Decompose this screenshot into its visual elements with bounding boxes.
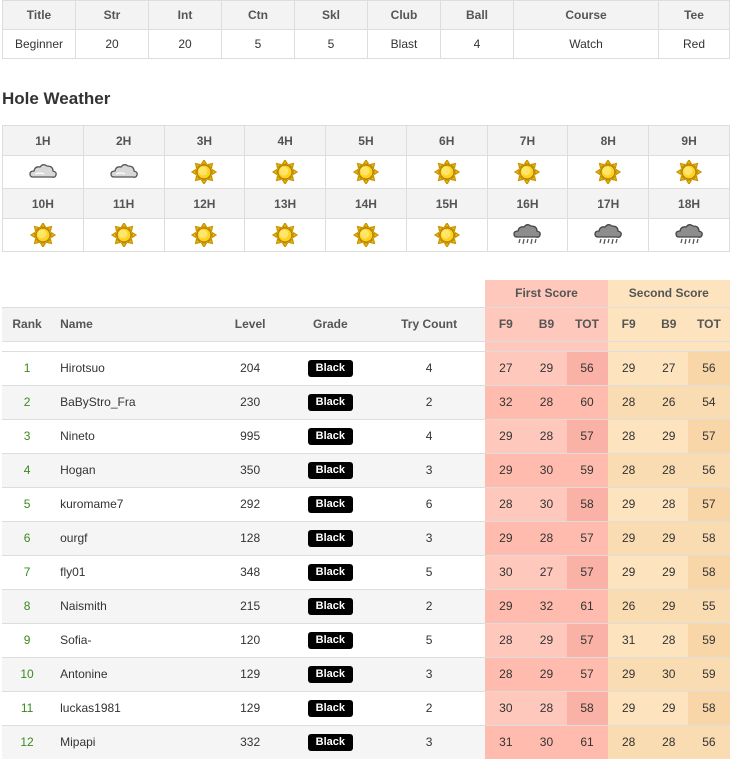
hole-weather-title: Hole Weather: [2, 89, 111, 108]
second-score-b9: 28: [650, 487, 688, 521]
sun-icon: [512, 160, 542, 184]
grade-badge: Black: [308, 428, 353, 445]
hole-weather-table: [2, 125, 730, 252]
level-cell: 348: [213, 555, 288, 589]
second-score-f9: 28: [608, 725, 650, 759]
ranking-row: [2, 623, 730, 657]
first-score-b9: 29: [526, 351, 566, 385]
stats-str-value: 20: [76, 30, 149, 59]
grade-cell: [288, 521, 373, 555]
weather-hole-label: 17H: [568, 189, 649, 219]
second-score-f9: 28: [608, 419, 650, 453]
second-f9-header: F9: [608, 307, 650, 341]
ranking-row: [2, 419, 730, 453]
second-score-tot: 59: [688, 623, 730, 657]
first-score-tot: 61: [567, 725, 608, 759]
first-score-f9: 28: [485, 623, 526, 657]
weather-cell: [568, 219, 649, 252]
second-score-b9: 29: [650, 555, 688, 589]
sun-icon: [270, 160, 300, 184]
weather-hole-label: 8H: [568, 126, 649, 156]
level-cell: 129: [213, 691, 288, 725]
second-score-tot: 58: [688, 555, 730, 589]
weather-cell: [406, 156, 487, 189]
grade-cell: [288, 419, 373, 453]
second-score-b9: 28: [650, 725, 688, 759]
level-cell: 230: [213, 385, 288, 419]
second-score-b9: 27: [650, 351, 688, 385]
weather-hole-label: 16H: [487, 189, 568, 219]
ranking-row: [2, 521, 730, 555]
stats-tee-value: Red: [659, 30, 730, 59]
player-name[interactable]: Hirotsuo: [52, 351, 212, 385]
sun-icon: [674, 160, 704, 184]
sun-icon: [270, 223, 300, 247]
second-score-tot: 54: [688, 385, 730, 419]
grade-badge: Black: [308, 530, 353, 547]
rank-cell: 7: [2, 555, 52, 589]
ranking-row: [2, 589, 730, 623]
rank-column-header: Rank: [2, 307, 52, 341]
first-score-f9: 29: [485, 589, 526, 623]
second-score-f9: 26: [608, 589, 650, 623]
grade-cell: [288, 453, 373, 487]
player-name[interactable]: Sofia-: [52, 623, 212, 657]
weather-cell: [487, 219, 568, 252]
weather-hole-label: 10H: [3, 189, 84, 219]
first-score-b9: 32: [526, 589, 566, 623]
second-score-tot: 56: [688, 351, 730, 385]
player-name[interactable]: Nineto: [52, 419, 212, 453]
try-count-cell: 3: [373, 657, 485, 691]
stats-skl-value: 5: [295, 30, 368, 59]
first-score-b9: 28: [526, 521, 566, 555]
grade-cell: [288, 385, 373, 419]
stats-ball-value: 4: [441, 30, 514, 59]
second-score-b9: 29: [650, 691, 688, 725]
stats-int-value: 20: [149, 30, 222, 59]
grade-badge: Black: [308, 734, 353, 751]
try-count-cell: 2: [373, 385, 485, 419]
weather-hole-label: 14H: [326, 189, 407, 219]
ranking-row: [2, 487, 730, 521]
first-score-b9: 29: [526, 623, 566, 657]
grade-badge: Black: [308, 462, 353, 479]
stats-header-skl: Skl: [295, 1, 368, 30]
grade-cell: [288, 725, 373, 759]
weather-icon-row: [3, 156, 730, 189]
grade-cell: [288, 589, 373, 623]
first-b9-header: B9: [526, 307, 566, 341]
sun-icon: [28, 223, 58, 247]
player-stats-table: [2, 0, 730, 59]
player-name[interactable]: Naismith: [52, 589, 212, 623]
stats-header-tee: Tee: [659, 1, 730, 30]
try-count-cell: 2: [373, 691, 485, 725]
weather-hole-label: 6H: [406, 126, 487, 156]
first-f9-header: F9: [485, 307, 526, 341]
second-score-b9: 29: [650, 419, 688, 453]
first-score-f9: 32: [485, 385, 526, 419]
try-count-column-header: Try Count: [373, 307, 485, 341]
weather-cell: [326, 219, 407, 252]
weather-hole-label: 3H: [164, 126, 245, 156]
weather-hole-label: 1H: [3, 126, 84, 156]
name-column-header: Name: [52, 307, 212, 341]
sun-icon: [593, 160, 623, 184]
try-count-cell: 5: [373, 555, 485, 589]
second-score-f9: 29: [608, 351, 650, 385]
ranking-row: [2, 385, 730, 419]
stats-header-str: Str: [76, 1, 149, 30]
try-count-cell: 3: [373, 521, 485, 555]
second-score-b9: 26: [650, 385, 688, 419]
stats-course-value: Watch: [514, 30, 659, 59]
first-score-f9: 30: [485, 691, 526, 725]
weather-cell: [649, 156, 730, 189]
stats-header-title: Title: [3, 1, 76, 30]
weather-hole-row: [3, 126, 730, 156]
weather-cell: [164, 156, 245, 189]
try-count-cell: 3: [373, 453, 485, 487]
player-name[interactable]: Mipapi: [52, 725, 212, 759]
first-tot-header: TOT: [567, 307, 608, 341]
rain-icon: [593, 223, 623, 247]
first-score-f9: 30: [485, 555, 526, 589]
level-cell: 128: [213, 521, 288, 555]
grade-badge: Black: [308, 496, 353, 513]
ranking-row: [2, 691, 730, 725]
player-name[interactable]: BaByStro_Fra: [52, 385, 212, 419]
weather-cell: [3, 219, 84, 252]
weather-hole-label: 2H: [83, 126, 164, 156]
cloud-icon: [109, 160, 139, 184]
rank-cell: 4: [2, 453, 52, 487]
second-score-tot: 55: [688, 589, 730, 623]
level-cell: 120: [213, 623, 288, 657]
stats-header-club: Club: [368, 1, 441, 30]
weather-hole-row: [3, 189, 730, 219]
grade-cell: [288, 351, 373, 385]
try-count-cell: 3: [373, 725, 485, 759]
rank-cell: 9: [2, 623, 52, 657]
rain-icon: [674, 223, 704, 247]
first-score-tot: 58: [567, 691, 608, 725]
level-cell: 215: [213, 589, 288, 623]
grade-badge: Black: [308, 360, 353, 377]
stats-header-course: Course: [514, 1, 659, 30]
first-score-f9: 28: [485, 487, 526, 521]
second-score-tot: 59: [688, 657, 730, 691]
player-name[interactable]: Antonine: [52, 657, 212, 691]
first-score-tot: 58: [567, 487, 608, 521]
level-cell: 204: [213, 351, 288, 385]
stats-header-ball: Ball: [441, 1, 514, 30]
try-count-cell: 5: [373, 623, 485, 657]
first-score-tot: 56: [567, 351, 608, 385]
second-tot-header: TOT: [688, 307, 730, 341]
weather-cell: [83, 156, 164, 189]
weather-cell: [487, 156, 568, 189]
level-cell: 995: [213, 419, 288, 453]
rain-icon: [512, 223, 542, 247]
second-score-f9: 28: [608, 385, 650, 419]
second-score-f9: 28: [608, 453, 650, 487]
level-cell: 129: [213, 657, 288, 691]
weather-hole-label: 5H: [326, 126, 407, 156]
weather-cell: [3, 156, 84, 189]
second-score-tot: 57: [688, 487, 730, 521]
sun-icon: [189, 223, 219, 247]
grade-badge: Black: [308, 564, 353, 581]
rank-cell: 10: [2, 657, 52, 691]
second-score-f9: 29: [608, 521, 650, 555]
first-score-tot: 57: [567, 419, 608, 453]
grade-cell: [288, 487, 373, 521]
sun-icon: [351, 223, 381, 247]
stats-value-row: [3, 30, 730, 59]
weather-cell: [326, 156, 407, 189]
rank-cell: 12: [2, 725, 52, 759]
weather-hole-label: 4H: [245, 126, 326, 156]
first-score-b9: 29: [526, 657, 566, 691]
grade-column-header: Grade: [288, 307, 373, 341]
first-score-f9: 29: [485, 453, 526, 487]
first-score-f9: 29: [485, 521, 526, 555]
sun-icon: [432, 160, 462, 184]
sun-icon: [189, 160, 219, 184]
ranking-header-row: [2, 307, 730, 341]
try-count-cell: 4: [373, 351, 485, 385]
level-cell: 332: [213, 725, 288, 759]
first-score-b9: 27: [526, 555, 566, 589]
first-score-b9: 30: [526, 453, 566, 487]
grade-badge: Black: [308, 598, 353, 615]
second-score-tot: 57: [688, 419, 730, 453]
player-name[interactable]: kuromame7: [52, 487, 212, 521]
ranking-row: [2, 725, 730, 759]
first-score-tot: 60: [567, 385, 608, 419]
ranking-body: [2, 351, 730, 759]
level-cell: 350: [213, 453, 288, 487]
rank-cell: 11: [2, 691, 52, 725]
ranking-row: [2, 657, 730, 691]
first-score-f9: 28: [485, 657, 526, 691]
player-name[interactable]: luckas1981: [52, 691, 212, 725]
first-score-f9: 31: [485, 725, 526, 759]
grade-cell: [288, 657, 373, 691]
ranking-row: [2, 555, 730, 589]
sun-icon: [432, 223, 462, 247]
grade-badge: Black: [308, 700, 353, 717]
stats-club-value: Blast: [368, 30, 441, 59]
rank-cell: 6: [2, 521, 52, 555]
rank-cell: 2: [2, 385, 52, 419]
first-score-f9: 29: [485, 419, 526, 453]
player-name[interactable]: fly01: [52, 555, 212, 589]
second-score-f9: 29: [608, 487, 650, 521]
weather-cell: [406, 219, 487, 252]
score-group-row: [2, 280, 730, 307]
weather-hole-label: 13H: [245, 189, 326, 219]
second-score-b9: 28: [650, 453, 688, 487]
first-score-tot: 57: [567, 657, 608, 691]
stats-header-int: Int: [149, 1, 222, 30]
try-count-cell: 2: [373, 589, 485, 623]
weather-icon-row: [3, 219, 730, 252]
rank-cell: 3: [2, 419, 52, 453]
ranking-row: [2, 453, 730, 487]
second-score-tot: 58: [688, 521, 730, 555]
grade-cell: [288, 623, 373, 657]
first-score-b9: 28: [526, 419, 566, 453]
weather-cell: [649, 219, 730, 252]
stats-title-value: Beginner: [3, 30, 76, 59]
stats-header-row: [3, 1, 730, 30]
weather-hole-label: 7H: [487, 126, 568, 156]
second-score-f9: 31: [608, 623, 650, 657]
weather-hole-label: 15H: [406, 189, 487, 219]
grade-cell: [288, 555, 373, 589]
second-score-tot: 56: [688, 453, 730, 487]
grade-badge: Black: [308, 666, 353, 683]
grade-cell: [288, 691, 373, 725]
first-score-tot: 61: [567, 589, 608, 623]
first-score-b9: 28: [526, 691, 566, 725]
stats-ctn-value: 5: [222, 30, 295, 59]
first-score-b9: 28: [526, 385, 566, 419]
level-column-header: Level: [213, 307, 288, 341]
second-score-b9: 29: [650, 589, 688, 623]
first-score-header: First Score: [485, 280, 607, 307]
weather-cell: [164, 219, 245, 252]
sun-icon: [109, 223, 139, 247]
weather-hole-label: 18H: [649, 189, 730, 219]
ranking-row: [2, 351, 730, 385]
ranking-table: [2, 280, 730, 759]
weather-hole-label: 9H: [649, 126, 730, 156]
second-score-f9: 29: [608, 691, 650, 725]
second-score-b9: 28: [650, 623, 688, 657]
try-count-cell: 6: [373, 487, 485, 521]
second-score-f9: 29: [608, 555, 650, 589]
rank-cell: 1: [2, 351, 52, 385]
rank-cell: 5: [2, 487, 52, 521]
player-name[interactable]: ourgf: [52, 521, 212, 555]
second-score-b9: 30: [650, 657, 688, 691]
second-score-tot: 58: [688, 691, 730, 725]
grade-badge: Black: [308, 632, 353, 649]
player-name[interactable]: Hogan: [52, 453, 212, 487]
weather-hole-label: 12H: [164, 189, 245, 219]
second-score-f9: 29: [608, 657, 650, 691]
try-count-cell: 4: [373, 419, 485, 453]
first-score-tot: 57: [567, 555, 608, 589]
second-score-tot: 56: [688, 725, 730, 759]
first-score-b9: 30: [526, 725, 566, 759]
first-score-tot: 57: [567, 623, 608, 657]
sun-icon: [351, 160, 381, 184]
second-score-header: Second Score: [608, 280, 730, 307]
first-score-tot: 59: [567, 453, 608, 487]
second-b9-header: B9: [650, 307, 688, 341]
weather-cell: [568, 156, 649, 189]
grade-badge: Black: [308, 394, 353, 411]
stats-header-ctn: Ctn: [222, 1, 295, 30]
rank-cell: 8: [2, 589, 52, 623]
weather-cell: [245, 219, 326, 252]
weather-cell: [83, 219, 164, 252]
second-score-b9: 29: [650, 521, 688, 555]
first-score-f9: 27: [485, 351, 526, 385]
first-score-tot: 57: [567, 521, 608, 555]
weather-cell: [245, 156, 326, 189]
level-cell: 292: [213, 487, 288, 521]
cloud-icon: [28, 160, 58, 184]
first-score-b9: 30: [526, 487, 566, 521]
weather-hole-label: 11H: [83, 189, 164, 219]
